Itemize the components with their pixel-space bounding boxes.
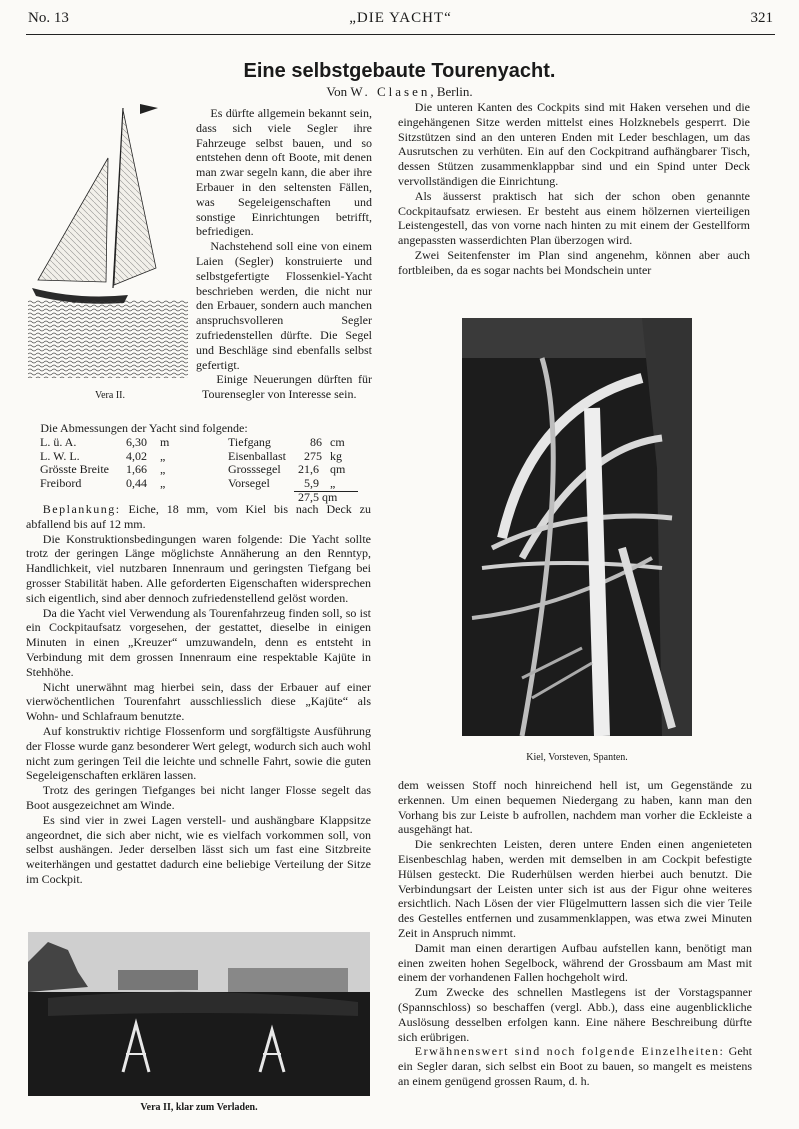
- intro-paragraph: Einige Neuerungen dürften für Tourensegler von Interesse sein.: [202, 372, 372, 402]
- paragraph: Zum Zwecke des schnellen Mastlegens ist der Vorstagspanner (Spannschloss) so beschaffen (vergl. Abb.), dass eine augenblickliche Auslösung desselben erfolgen kann. Eine nähere Beschreibung dürfte sich erübrigen.: [398, 985, 752, 1044]
- journal-name: „DIE YACHT“: [349, 10, 452, 26]
- byline-prefix: Von: [326, 84, 348, 99]
- sailboat-caption: Vera II.: [95, 390, 125, 401]
- paragraph: Es sind vier in zwei Lagen verstell- und aushängbare Klappsitze angeordnet, die sich aber nicht, wie es vielfach vorkommen soll, von selbst aushängen. Jeder derselben lässt sich um fast eine Sitzbreite weiterhängen und gestattet dadurch eine beliebige Verteilung der Sitze im Cockpit.: [26, 812, 371, 886]
- frame-caption: Kiel, Vorsteven, Spanten.: [526, 752, 628, 763]
- paragraph: dem weissen Stoff noch hinreichend hell ist, um Gegenstände zu erkennen. Um einen bequemen Niedergang zu haben, kann man den Vorhang bis zur Leiste b aufrollen, nachdem man vorher die Eckleiste a ausgehängt hat.: [398, 778, 752, 837]
- intro-paragraph: Es dürfte allgemein bekannt sein, dass sich viele Segler ihre Fahrzeuge selbst bauen, und so entstehen denn oft Boote, mit denen man zwar segeln kann, die aber ihre Erbauer in den seltensten Fällen, was Segeleigenschaften und sonstige Einrichtungen betrifft, befriedigen.: [196, 106, 372, 239]
- paragraph: Trotz des geringen Tiefganges bei nicht langer Flosse segelt das Boot ausgezeichnet am Winde.: [26, 783, 371, 812]
- right-column-top-text: [398, 100, 750, 278]
- issue-number: No. 13: [28, 10, 69, 26]
- byline-city: , Berlin.: [430, 84, 473, 99]
- right-column-bottom-text: [398, 778, 752, 1089]
- dimensions-table: [26, 422, 376, 505]
- sailboat-illustration: [28, 100, 188, 380]
- dimensions-row: Freibord 0,44 „ Vorsegel 5,9 „: [40, 476, 336, 491]
- paragraph: Die unteren Kanten des Cockpits sind mit Haken versehen und die eingehängenen Sitze werden mittelst eines Holzknebels gesperrt. Die Sitzstützen sind an den unteren Enden mit Leder beschlagen, um das Ausrutschen zu verhüten. Ein auf den Cockpitrand aufhängbarer Tisch, dessen Stützen zusammenklappbar sind und ein Spind unter Deck vervollständigen die Einrichtung.: [398, 100, 750, 188]
- byline-author: W. Clasen: [350, 84, 431, 99]
- dimensions-row: Grösste Breite 1,66 „ Grosssegel 21,6 qm: [40, 462, 346, 477]
- frame-photo: [462, 318, 692, 736]
- paragraph: Zwei Seitenfenster im Plan sind angenehm, können aber auch fortbleiben, da es sogar nachts bei Mondschein unter: [398, 247, 750, 277]
- paragraph: Als äusserst praktisch hat sich der schon oben genannte Cockpitaufsatz erwiesen. Er besteht aus einem hölzernen vierteiligen Leistengestell, das von vorne nach hinten zu mit einem der Gestellform angepassten wasserdichten Plan überzogen wird.: [398, 188, 750, 248]
- article-title: Eine selbstgebaute Tourenyacht.: [243, 60, 556, 82]
- sail-area-total: 27,5 qm: [298, 489, 338, 504]
- paragraph: Auf konstruktiv richtige Flossenform und sorgfältigste Ausführung der Flosse wurde ganz besonderer Wert gelegt, wodurch sich auch wohl nicht zum geringen Teil die leichte und schnelle Fahrt, sowie die guten Segeleigenschaften erklären lassen.: [26, 723, 371, 783]
- dimensions-row: L. ü. A. 6,30 m Tiefgang 86 cm: [40, 434, 345, 449]
- paragraph: Damit man einen derartigen Aufbau aufstellen kann, benötigt man einen zweiten hohen Segelbock, während der Grossbaum am Mast mit einem der vorhandenen Fallen hochgeholt wird.: [398, 940, 752, 985]
- article-byline: [0, 84, 799, 100]
- header-rule: [26, 34, 775, 35]
- paragraph: Nicht unerwähnt mag hierbei sein, dass der Erbauer auf einer vierwöchentlichen Tourenfahrt ausschliesslich diese „Kajüte“ als Wohn- und Schlafraum benutzte.: [26, 679, 371, 724]
- dimensions-intro: Die Abmessungen der Yacht sind folgende:: [40, 421, 248, 435]
- intro-text: [196, 106, 372, 402]
- intro-paragraph: Nachstehend soll eine von einem Laien (Segler) konstruierte und selbstgefertigte Flossenkiel-Yacht beschrieben werden, die nicht nur den Erbauer, sondern auch manchen anspruchsvolleren Segler zufriedenstellen dürfte. Die Segel und Beschläge sind ebenfalls selbst gefertigt.: [196, 239, 372, 372]
- paragraph: Da die Yacht viel Verwendung als Tourenfahrzeug finden soll, so ist ein Cockpitaufsatz vorgesehen, der gestattet, dieselbe in einigen Minuten in einen „Kreuzer“ umzuwandeln, denn es entsteht in Verbindung mit dem grossen Innenraum eine respektable Kajüte in Stehhöhe.: [26, 605, 371, 679]
- paragraph: Erwähnenswert sind noch folgende Einzelheiten: Geht ein Segler daran, sich selbst ein Boot zu bauen, so mangelt es meistens an einem genügend grossen Raum, d. h.: [398, 1044, 752, 1088]
- paragraph: Beplankung: Eiche, 18 mm, vom Kiel bis nach Deck zu abfallend bis auf 12 mm.: [26, 502, 371, 531]
- hull-caption: Vera II, klar zum Verladen.: [140, 1102, 258, 1113]
- running-head: [28, 10, 773, 34]
- hull-photo: [28, 932, 370, 1096]
- paragraph: Die senkrechten Leisten, deren untere Enden einen angenieteten Eisenbeschlag haben, werden mit demselben in am Cockpit befestigte Hülsen gesteckt. Die Ruderhülsen werden hierbei auch benutzt. Die Verbindungsart der Leisten unter sich ist aus der Figur ohne weiteres ersichtlich. Nach Lösen der vier Flügelmuttern lassen sich die vier Teile des Gestelles entfernen und zusammenklappen, was etwa zwei Minuten Zeit in Anspruch nimmt.: [398, 837, 752, 940]
- left-column-text: [26, 502, 371, 887]
- page-number: 321: [750, 10, 773, 26]
- paragraph: Die Konstruktionsbedingungen waren folgende: Die Yacht sollte trotz der geringen Länge möglichste Annäherung an den Renntyp, Handlichkeit, viel nutzbaren Innenraum und geringsten Tiefgang bei grosser Stabilität haben. Alle geforderten Eigenschaften widersprechen sich eigentlich, sind aber dennoch zufriedenstellend gelöst worden.: [26, 531, 371, 605]
- dimensions-row: L. W. L. 4,02 „ Eisenballast 275 kg: [40, 448, 342, 463]
